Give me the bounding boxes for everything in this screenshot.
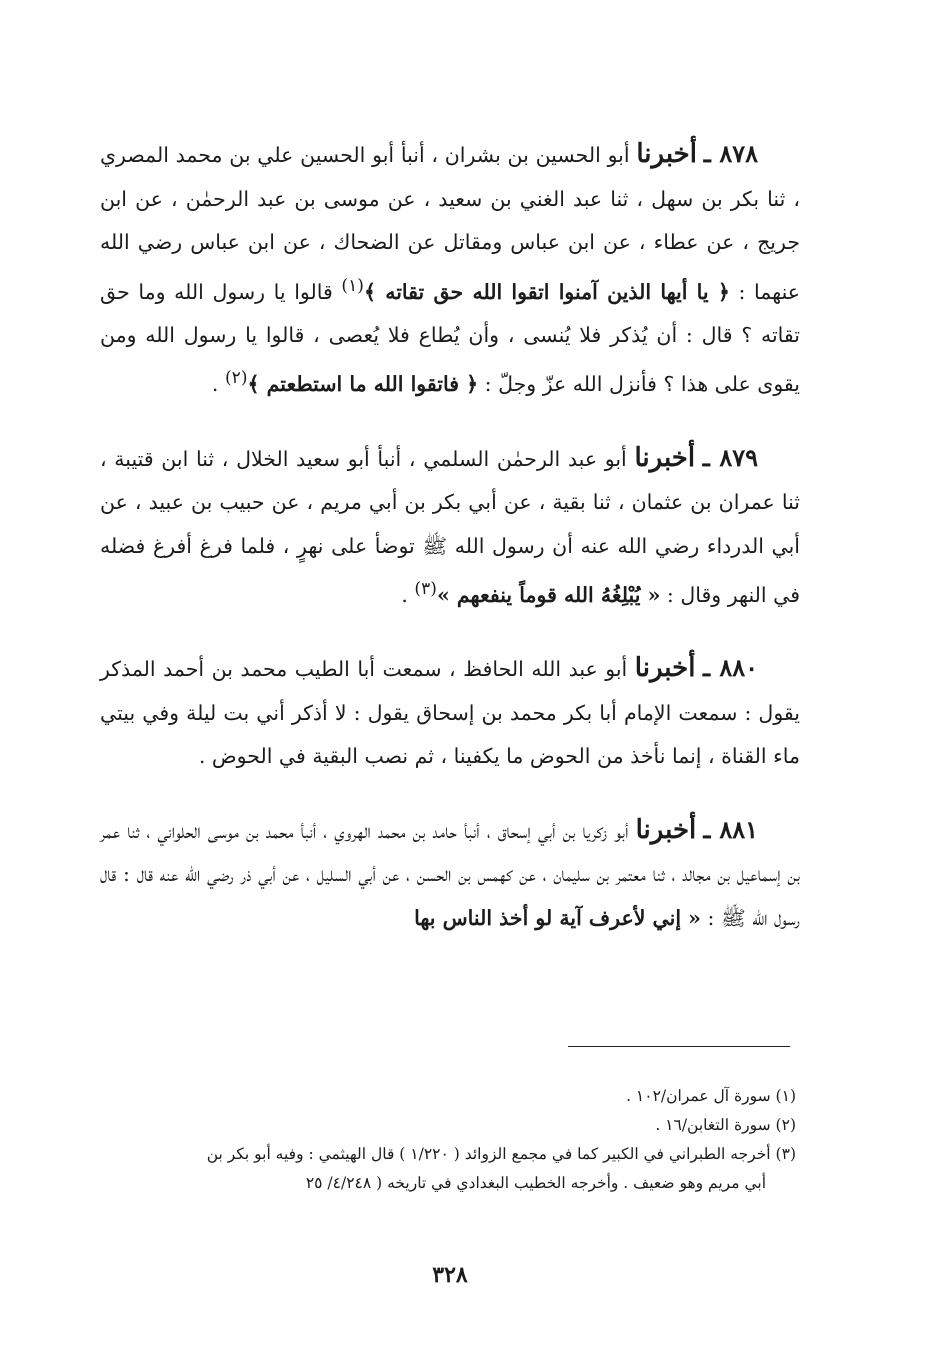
hadith-text: أبو زكريا بن أبي إسحاق ، أنبأ حامد بن محمد الهروي ، أنبأ محمد بن موسى الحلواني ، ثنا عمر بن إسماعيل بن مجالد ، ثنا معتمر بن سليمان ، عن كهمس بن الحسن ، عن أبي السليل ، عن أبي ذر رضي الله عنه قال : قال رسول الله ﷺ :: [100, 818, 800, 930]
hadith-keyword: أخبرنا: [634, 442, 696, 473]
hadith-text: أبو الحسين بن بشران ، أنبأ أبو الحسين علي بن محمد المصري ، ثنا بكر بن سهل ، ثنا عبد الغني بن سعيد ، عن موسى بن عبد الرحمٰن ، عن ابن جريج ، عن عطاء ، عن ابن عباس ومقاتل عن الضحاك ، عن ابن عباس رضي الله عنهما :: [100, 143, 800, 304]
hadith-880: [100, 646, 800, 779]
footnote-text: سورة آل عمران/١٠٢ .: [626, 1087, 771, 1105]
hadith-number: ٨٨٠ ـ: [702, 653, 759, 683]
footnote-text: سورة التغابن/١٦ .: [655, 1116, 771, 1134]
footnote-divider: [568, 1046, 790, 1047]
hadith-keyword: أخبرنا: [634, 653, 696, 684]
footnote-text: أخرجه الطبراني في الكبير كما في مجمع الزوائد ( ١/٢٢٠ ) قال الهيثمي : وفيه أبو بكر بن: [206, 1145, 771, 1163]
footnote-2: [100, 1111, 796, 1140]
sentence-end: .: [401, 582, 408, 607]
hadith-keyword: أخبرنا: [636, 139, 697, 169]
quran-verse: ﴿ فاتقوا الله ما استطعتم ﴾: [247, 372, 479, 397]
hadith-number: ٨٧٨ ـ: [703, 139, 758, 168]
prophetic-quote: « يُبْلِغُهُ الله قوماً ينفعهم »: [436, 582, 661, 607]
hadith-number: ٨٧٩ ـ: [702, 442, 758, 472]
footnote-3-continuation: أبي مريم وهو ضعيف . وأخرجه الخطيب البغدادي في تاريخه ( ٤/٢٤٨/ ٢٥: [305, 1174, 766, 1192]
footnote-ref: (١): [341, 275, 364, 296]
hadith-text: أبو عبد الله الحافظ ، سمعت أبا الطيب محمد بن أحمد المذكر يقول : سمعت الإمام أبا بكر محمد بن إسحاق يقول : لا أذكر أني بت ليلة وفي بيتي ماء القناة ، إنما نأخذ من الحوض ما يكفينا ، ثم نصب البقية في الحوض .: [100, 657, 800, 769]
sentence-end: .: [211, 372, 219, 397]
footnote-ref: (٢): [224, 368, 248, 389]
footnotes: [100, 1082, 796, 1198]
footnote-marker: (٢): [775, 1116, 796, 1134]
footnote-1: [100, 1082, 796, 1111]
page-number: ٣٢٨: [432, 1262, 468, 1288]
hadith-text: قالوا يا رسول الله وما حق تقاته ؟ قال : أن يُذكر فلا يُنسى ، وأن يُطاع فلا يُعصى ، قالوا يا رسول الله ومن يقوى على هذا ؟ فأنزل الله عزّ وجلّ :: [100, 279, 800, 397]
hadith-881: [100, 808, 800, 941]
hadith-879: [100, 436, 800, 618]
quran-verse: ﴿ يا أيها الذين آمنوا اتقوا الله حق تقاته ﴾: [363, 279, 730, 304]
hadith-number: ٨٨١ ـ: [703, 814, 758, 844]
prophetic-quote: « إني لأعرف آية لو أخذ الناس بها: [414, 905, 701, 930]
footnote-marker: (١): [775, 1087, 796, 1105]
main-text: [100, 132, 800, 969]
footnote-marker: (٣): [775, 1145, 796, 1163]
footnote-ref: (٣): [414, 579, 437, 600]
hadith-878: [100, 132, 800, 407]
hadith-keyword: أخبرنا: [635, 814, 697, 845]
hadith-text: أبو عبد الرحمٰن السلمي ، أنبأ أبو سعيد الخلال ، ثنا ابن قتيبة ، ثنا عمران بن عثمان ، ثنا بقية ، عن أبي بكر بن أبي مريم ، عن حبيب بن عبيد ، عن أبي الدرداء رضي الله عنه أن رسول الله ﷺ توضأ على نهرٍ ، فلما فرغ أفرغ فضله في النهر وقال :: [100, 446, 800, 607]
footnote-3: [100, 1140, 796, 1169]
